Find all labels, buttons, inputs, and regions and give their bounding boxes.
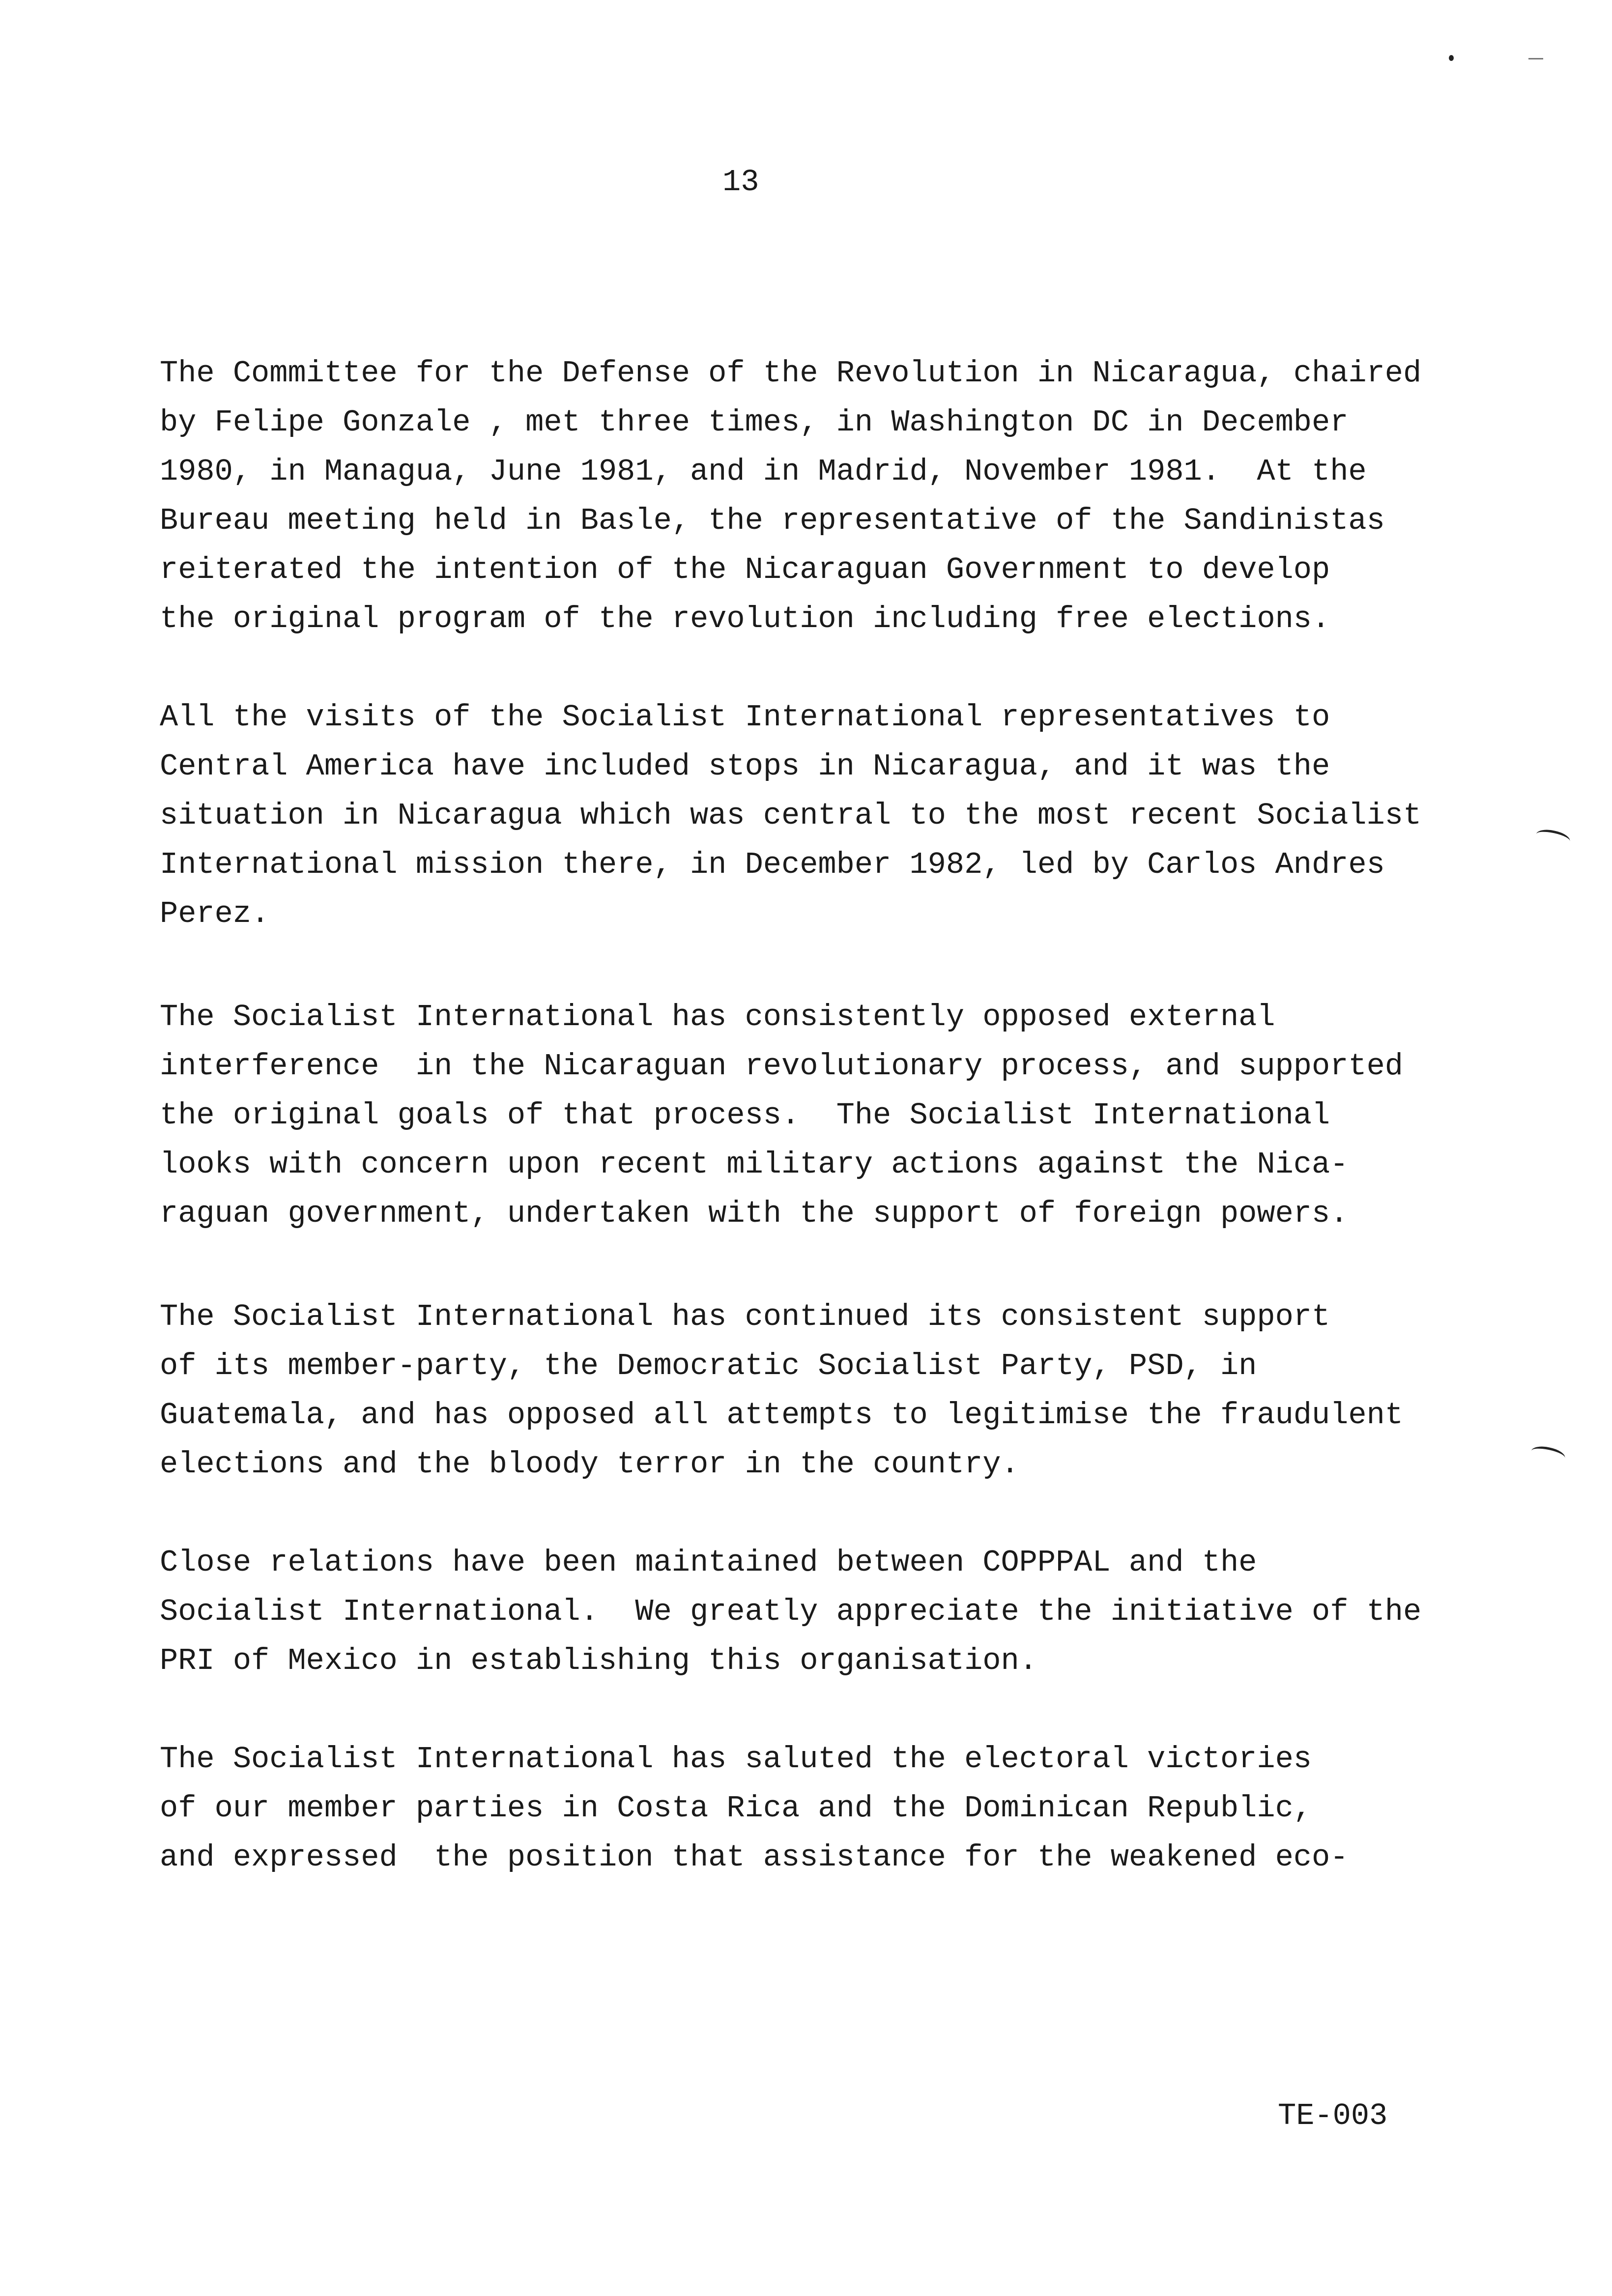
text-line: reiterated the intention of the Nicaraguan Government to develop (160, 552, 1330, 587)
text-line: Central America have included stops in Nicaragua, and it was the (160, 749, 1330, 784)
text-line: looks with concern upon recent military actions against the Nica- (160, 1147, 1349, 1182)
text-line: Socialist International. We greatly appreciate the initiative of the (160, 1594, 1422, 1629)
paragraph-electoral-victories (160, 1735, 1546, 1882)
text-line: Guatemala, and has opposed all attempts to legitimise the fraudulent (160, 1398, 1404, 1433)
text-line: The Socialist International has saluted the electoral victories (160, 1742, 1312, 1777)
paragraph-guatemala-psd (160, 1292, 1546, 1489)
paragraph-external-interference (160, 993, 1546, 1238)
paragraph-central-america-visits (160, 693, 1546, 939)
text-line: 1980, in Managua, June 1981, and in Madrid, November 1981. At the (160, 454, 1367, 489)
text-line: The Committee for the Defense of the Revolution in Nicaragua, chaired (160, 356, 1422, 391)
text-line: PRI of Mexico in establishing this organisation. (160, 1643, 1037, 1678)
paragraph-committee-nicaragua (160, 349, 1546, 644)
text-line: elections and the bloody terror in the country. (160, 1447, 1019, 1482)
text-line: Bureau meeting held in Basle, the representative of the Sandinistas (160, 503, 1385, 538)
text-line: and expressed the position that assistance for the weakened eco- (160, 1840, 1349, 1875)
text-line: the original goals of that process. The Socialist International (160, 1098, 1330, 1133)
page-number: 13 (722, 165, 759, 200)
text-line: International mission there, in December 1982, led by Carlos Andres (160, 847, 1385, 882)
text-line: of its member-party, the Democratic Socialist Party, PSD, in (160, 1349, 1257, 1383)
document-code: TE-003 (1278, 2098, 1388, 2133)
text-line: Perez. (160, 896, 270, 931)
text-line: situation in Nicaragua which was central to the most recent Socialist (160, 798, 1422, 833)
text-line: by Felipe Gonzale , met three times, in Washington DC in December (160, 405, 1349, 440)
text-line: of our member parties in Costa Rica and the Dominican Republic, (160, 1791, 1312, 1826)
paragraph-copppal-relations (160, 1538, 1546, 1686)
scan-mark-icon (1528, 58, 1543, 59)
text-line: The Socialist International has consistently opposed external (160, 1000, 1275, 1034)
text-line: interference in the Nicaraguan revolutionary process, and supported (160, 1049, 1404, 1084)
text-line: the original program of the revolution including free elections. (160, 602, 1330, 636)
text-line: Close relations have been maintained between COPPPAL and the (160, 1545, 1257, 1580)
text-line: The Socialist International has continued its consistent support (160, 1299, 1330, 1334)
text-line: All the visits of the Socialist International representatives to (160, 700, 1330, 735)
text-line: raguan government, undertaken with the support of foreign powers. (160, 1196, 1349, 1231)
scan-speck-icon (1449, 55, 1454, 61)
